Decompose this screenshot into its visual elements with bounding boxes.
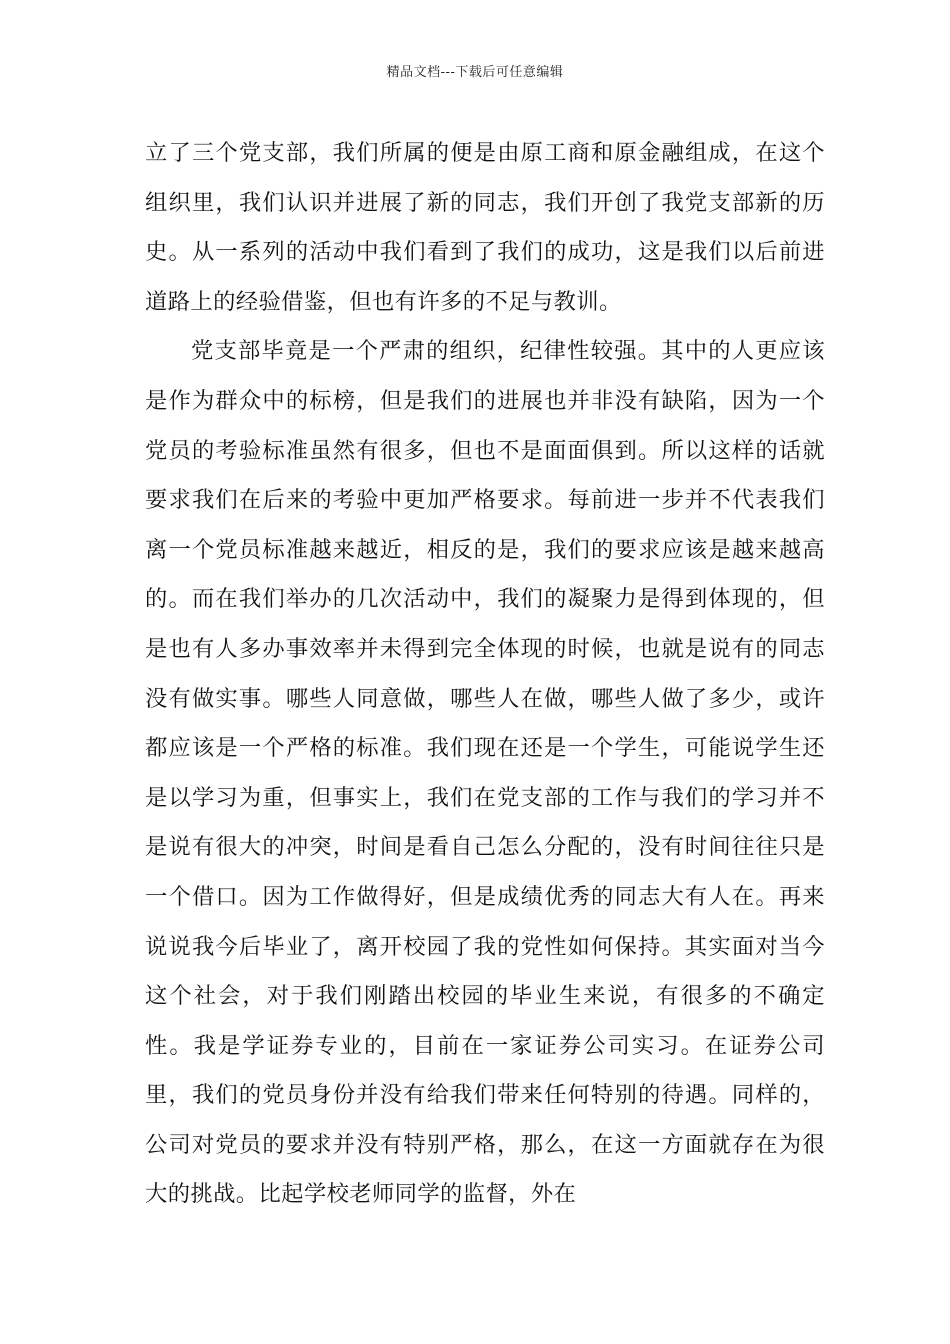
paragraph-continuation: 立了三个党支部，我们所属的便是由原工商和原金融组成，在这个组织里，我们认识并进展了新的同志，我们开创了我党支部新的历史。从一系列的活动中我们看到了我们的成功，这是我们以后前进道路上的经验借鉴，但也有许多的不足与教训。 (145, 140, 825, 315)
paragraph: 党支部毕竟是一个严肃的组织，纪律性较强。其中的人更应该是作为群众中的标榜，但是我们的进展也并非没有缺陷，因为一个党员的考验标准虽然有很多，但也不是面面俱到。所以这样的话就要求我们在后来的考验中更加严格要求。每前进一步并不代表我们离一个党员标准越来越近，相反的是，我们的要求应该是越来越高的。而在我们举办的几次活动中，我们的凝聚力是得到体现的，但是也有人多办事效率并未得到完全体现的时候，也就是说有的同志没有做实事。哪些人同意做，哪些人在做，哪些人做了多少，或许都应该是一个严格的标准。我们现在还是一个学生，可能说学生还是以学习为重，但事实上，我们在党支部的工作与我们的学习并不是说有很大的冲突，时间是看自己怎么分配的，没有时间往往只是一个借口。因为工作做得好，但是成绩优秀的同志大有人在。再来说说我今后毕业了，离开校园了我的党性如何保持。其实面对当今这个社会，对于我们刚踏出校园的毕业生来说，有很多的不确定性。我是学证券专业的，目前在一家证券公司实习。在证券公司里，我们的党员身份并没有给我们带来任何特别的待遇。同样的，公司对党员的要求并没有特别严格，那么，在这一方面就存在为很大的挑战。比起学校老师同学的监督，外在 (145, 338, 825, 1208)
document-body (145, 129, 825, 1220)
page-header: 精品文档---下载后可任意编辑 (386, 65, 564, 80)
